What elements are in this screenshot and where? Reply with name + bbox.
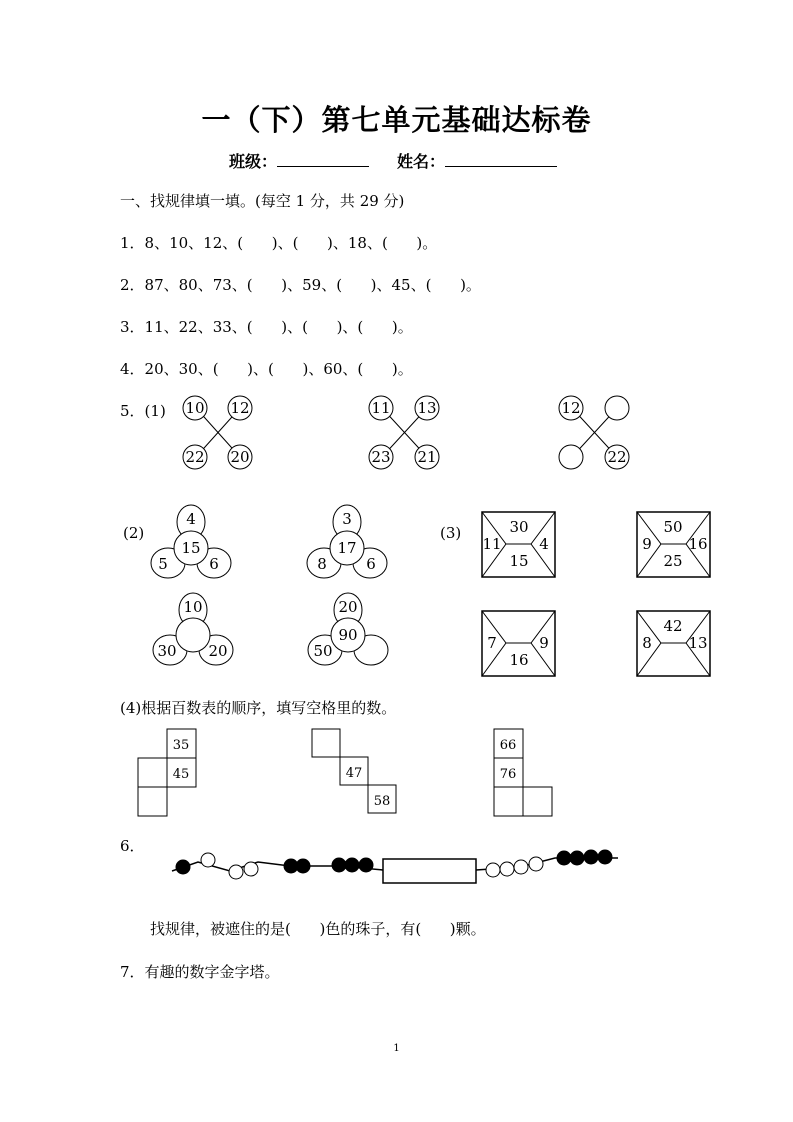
square-number: 16 xyxy=(688,535,708,553)
square-number: 7 xyxy=(487,634,497,652)
clover-2 xyxy=(307,505,387,578)
clover-number: 30 xyxy=(157,642,177,660)
x-circles-2 xyxy=(369,396,439,469)
question-6-label: 6． xyxy=(120,837,145,855)
question-2: 2．87、80、73、( )、59、( )、45、( )。 xyxy=(120,276,481,294)
question-3: 3．11、22、33、( )、( )、( )。 xyxy=(120,318,413,336)
clover-number: 4 xyxy=(186,510,196,528)
grid-number: 58 xyxy=(373,794,391,809)
name-label: 姓名： xyxy=(397,152,446,171)
circle-number: 12 xyxy=(230,399,250,417)
question-5-4: (4)根据百数表的顺序，填写空格里的数。 xyxy=(120,699,397,717)
question-5-label: 5．(1) xyxy=(120,402,166,420)
blank-cell[interactable] xyxy=(494,787,523,816)
clover-number: 20 xyxy=(338,598,358,616)
question-4: 4．20、30、( )、( )、60、( )。 xyxy=(120,360,413,378)
clover-1 xyxy=(151,505,231,578)
class-label: 班级： xyxy=(229,152,278,171)
square-diagram-2 xyxy=(637,512,710,577)
circle-number: 20 xyxy=(230,448,250,466)
blank-cell[interactable] xyxy=(138,787,167,816)
clover-number: 6 xyxy=(209,555,219,573)
q5-2-label: (2) xyxy=(123,524,145,542)
square-number: 13 xyxy=(688,634,708,652)
covered-box xyxy=(383,859,476,883)
blank-cell[interactable] xyxy=(138,758,167,787)
square-number: 50 xyxy=(663,518,683,536)
grid-number: 66 xyxy=(499,738,517,753)
grid-number: 76 xyxy=(499,767,517,782)
question-7: 7．有趣的数字金字塔。 xyxy=(120,963,280,981)
square-number: 8 xyxy=(642,634,652,652)
hundred-grid-2 xyxy=(312,729,396,813)
clover-number: 15 xyxy=(181,539,201,557)
x-circles-3 xyxy=(559,396,629,469)
square-number: 30 xyxy=(509,518,529,536)
page-number: 1 xyxy=(393,1043,400,1054)
bead-string xyxy=(172,850,618,883)
blank-circle[interactable] xyxy=(605,396,629,420)
circle-number: 22 xyxy=(607,448,627,466)
clover-number: 20 xyxy=(208,642,228,660)
section-heading: 一、找规律填一填。(每空 1 分，共 29 分) xyxy=(120,192,405,210)
circle-number: 23 xyxy=(371,448,391,466)
clover-number: 17 xyxy=(337,539,357,557)
page-title: 一（下）第七单元基础达标卷 xyxy=(201,103,592,137)
circle-number: 10 xyxy=(185,399,205,417)
clover-number: 6 xyxy=(366,555,376,573)
clover-number: 90 xyxy=(338,626,358,644)
square-diagram-1 xyxy=(482,512,555,577)
question-1: 1．8、10、12、( )、( )、18、( )。 xyxy=(120,234,438,252)
square-number: 4 xyxy=(539,535,549,553)
circle-number: 11 xyxy=(371,399,391,417)
square-diagram-4 xyxy=(637,611,710,676)
grid-number: 35 xyxy=(172,738,190,753)
square-number: 9 xyxy=(539,634,549,652)
square-diagram-3 xyxy=(482,611,555,676)
circle-number: 21 xyxy=(417,448,437,466)
blank-cell[interactable] xyxy=(523,787,552,816)
hundred-grid-3 xyxy=(494,729,552,816)
square-number: 25 xyxy=(663,552,683,570)
square-number: 16 xyxy=(509,651,529,669)
square-number: 42 xyxy=(663,617,683,635)
clover-number: 10 xyxy=(183,598,203,616)
grid-number: 47 xyxy=(345,766,363,781)
x-circles-1 xyxy=(183,396,252,469)
blank-circle[interactable] xyxy=(176,618,210,652)
circle-number: 12 xyxy=(561,399,581,417)
clover-number: 3 xyxy=(342,510,352,528)
clover-number: 8 xyxy=(317,555,327,573)
square-number: 9 xyxy=(642,535,652,553)
question-6-text: 找规律，被遮住的是( )色的珠子，有( )颗。 xyxy=(150,920,486,938)
blank-circle[interactable] xyxy=(559,445,583,469)
square-number: 15 xyxy=(509,552,529,570)
blank-cell[interactable] xyxy=(312,729,340,757)
clover-3 xyxy=(153,593,233,665)
clover-number: 5 xyxy=(158,555,168,573)
hundred-grid-1 xyxy=(138,729,196,816)
clover-4 xyxy=(308,593,388,665)
circle-number: 13 xyxy=(417,399,437,417)
q5-3-label: (3) xyxy=(440,524,462,542)
square-number: 11 xyxy=(482,535,502,553)
grid-number: 45 xyxy=(172,767,190,782)
circle-number: 22 xyxy=(185,448,205,466)
clover-number: 50 xyxy=(313,642,333,660)
